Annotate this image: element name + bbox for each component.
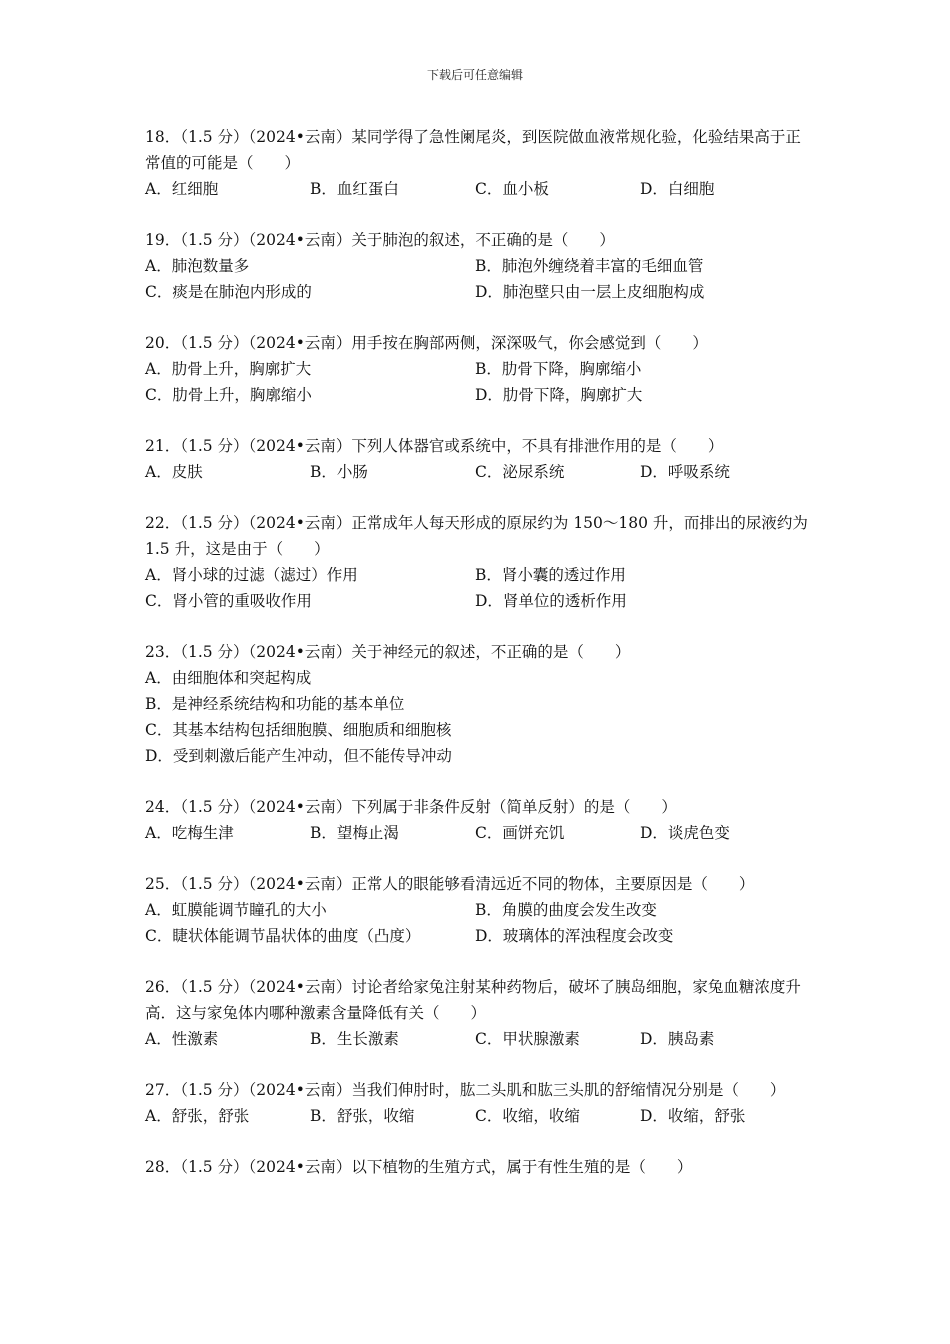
answer-option: D．肺泡壁只由一层上皮细胞构成 bbox=[475, 283, 705, 301]
answer-option: D．玻璃体的浑浊程度会改变 bbox=[475, 927, 674, 945]
question-block bbox=[145, 1154, 810, 1180]
question-block bbox=[145, 433, 810, 485]
answer-option: A．由细胞体和突起构成 bbox=[145, 669, 312, 687]
question-stem: 28．（1.5 分）（2024•云南）以下植物的生殖方式，属于有性生殖的是（ ） bbox=[145, 1158, 693, 1176]
answer-option: B．肾小囊的透过作用 bbox=[475, 566, 626, 584]
question-stem: 19．（1.5 分）（2024•云南）关于肺泡的叙述，不正确的是（ ） bbox=[145, 231, 615, 249]
question-block bbox=[145, 794, 810, 846]
answer-option: D．谈虎色变 bbox=[640, 824, 730, 842]
question-stem: 20．（1.5 分）（2024•云南）用手按在胸部两侧，深深吸气，你会感觉到（ ） bbox=[145, 334, 708, 352]
answer-option: B．血红蛋白 bbox=[310, 180, 399, 198]
answer-option: B．舒张，收缩 bbox=[310, 1107, 415, 1125]
answer-option: D．白细胞 bbox=[640, 180, 715, 198]
answer-option: B．肋骨下降，胸廓缩小 bbox=[475, 360, 642, 378]
answer-option: D．受到刺激后能产生冲动，但不能传导冲动 bbox=[145, 747, 452, 765]
answer-option: B．生长激素 bbox=[310, 1030, 399, 1048]
answer-option: C．收缩，收缩 bbox=[475, 1107, 580, 1125]
question-block bbox=[145, 330, 810, 408]
option-list bbox=[145, 356, 810, 408]
question-block bbox=[145, 510, 810, 614]
answer-option: D．肋骨下降，胸廓扩大 bbox=[475, 386, 643, 404]
option-list bbox=[145, 253, 810, 305]
question-stem: 18．（1.5 分）（2024•云南）某同学得了急性阑尾炎，到医院做血液常规化验，化验结果高于正常值的可能是（ ） bbox=[145, 128, 801, 172]
question-stem: 22．（1.5 分）（2024•云南）正常成年人每天形成的原尿约为 150～180 升，而排出的尿液约为 1.5 升，这是由于（ ） bbox=[145, 514, 808, 558]
question-block bbox=[145, 871, 810, 949]
answer-option: A．红细胞 bbox=[145, 180, 219, 198]
answer-option: D．肾单位的透析作用 bbox=[475, 592, 627, 610]
answer-option: C．血小板 bbox=[475, 180, 549, 198]
answer-option: C．肋骨上升，胸廓缩小 bbox=[145, 386, 312, 404]
question-stem: 24．（1.5 分）（2024•云南）下列属于非条件反射（简单反射）的是（ ） bbox=[145, 798, 677, 816]
answer-option: A．肋骨上升，胸廓扩大 bbox=[145, 360, 312, 378]
question-block bbox=[145, 974, 810, 1052]
question-block bbox=[145, 1077, 810, 1129]
answer-option: C．睫状体能调节晶状体的曲度（凸度） bbox=[145, 927, 421, 945]
option-list bbox=[145, 459, 810, 485]
answer-option: A．虹膜能调节瞳孔的大小 bbox=[145, 901, 327, 919]
answer-option: D．胰岛素 bbox=[640, 1030, 715, 1048]
question-stem: 25．（1.5 分）（2024•云南）正常人的眼能够看清远近不同的物体，主要原因是（ ） bbox=[145, 875, 755, 893]
option-list bbox=[145, 897, 810, 949]
page-header: 下载后可任意编辑 bbox=[426, 68, 523, 82]
option-list bbox=[145, 665, 810, 769]
answer-option: A．皮肤 bbox=[145, 463, 203, 481]
question-stem: 21．（1.5 分）（2024•云南）下列人体器官或系统中，不具有排泄作用的是（ ） bbox=[145, 437, 724, 455]
question-stem: 27．（1.5 分）（2024•云南）当我们伸肘时，肱二头肌和肱三头肌的舒缩情况分别是（ ） bbox=[145, 1081, 786, 1099]
answer-option: C．泌尿系统 bbox=[475, 463, 565, 481]
answer-option: C．其基本结构包括细胞膜、细胞质和细胞核 bbox=[145, 721, 452, 739]
answer-option: C．画饼充饥 bbox=[475, 824, 565, 842]
question-block bbox=[145, 639, 810, 769]
question-block bbox=[145, 124, 810, 202]
answer-option: B．角膜的曲度会发生改变 bbox=[475, 901, 657, 919]
question-block bbox=[145, 227, 810, 305]
answer-option: D．呼吸系统 bbox=[640, 463, 730, 481]
option-list bbox=[145, 562, 810, 614]
question-stem: 26．（1.5 分）（2024•云南）讨论者给家兔注射某种药物后，破坏了胰岛细胞，家兔血糖浓度升高．这与家兔体内哪种激素含量降低有关（ ） bbox=[145, 978, 801, 1022]
option-list bbox=[145, 1103, 810, 1129]
question-stem: 23．（1.5 分）（2024•云南）关于神经元的叙述，不正确的是（ ） bbox=[145, 643, 631, 661]
answer-option: B．小肠 bbox=[310, 463, 368, 481]
answer-option: A．性激素 bbox=[145, 1030, 219, 1048]
answer-option: B．肺泡外缠绕着丰富的毛细血管 bbox=[475, 257, 704, 275]
option-list bbox=[145, 1026, 810, 1052]
answer-option: A．肾小球的过滤（滤过）作用 bbox=[145, 566, 358, 584]
answer-option: A．舒张，舒张 bbox=[145, 1107, 250, 1125]
answer-option: A．吃梅生津 bbox=[145, 824, 234, 842]
option-list bbox=[145, 176, 810, 202]
answer-option: B．是神经系统结构和功能的基本单位 bbox=[145, 695, 405, 713]
answer-option: C．甲状腺激素 bbox=[475, 1030, 580, 1048]
answer-option: C．肾小管的重吸收作用 bbox=[145, 592, 312, 610]
answer-option: D．收缩，舒张 bbox=[640, 1107, 746, 1125]
answer-option: A．肺泡数量多 bbox=[145, 257, 250, 275]
answer-option: C．痰是在肺泡内形成的 bbox=[145, 283, 312, 301]
option-list bbox=[145, 820, 810, 846]
answer-option: B．望梅止渴 bbox=[310, 824, 399, 842]
question-list bbox=[145, 124, 810, 1205]
